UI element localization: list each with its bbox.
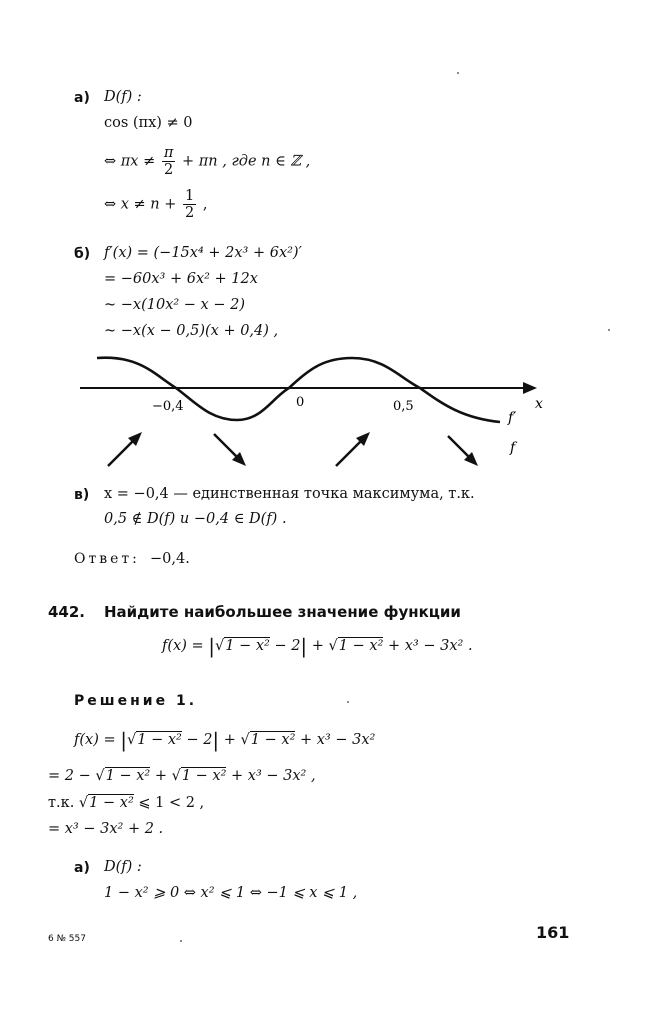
sqrt-radicand: 1 − x² [89,795,134,811]
frac-den: 2 [185,205,195,221]
function-label-f: f [510,440,516,456]
solution-line2: = 2 − √1 − x² + √1 − x² + x³ − 3x² , [48,768,316,784]
sqrt-radicand: 1 − x² [338,638,384,654]
curve-label-f-prime: f′ [508,410,517,426]
scan-speck [457,72,459,74]
part-b-line3: ~ −x(10x² − x − 2) [104,297,245,313]
scan-speck [347,701,349,703]
part-a-domain: D(f) : [104,89,142,105]
part-a-line2 [104,145,310,178]
line-mid: + [154,768,167,784]
part-c-label: в) [74,487,90,503]
solution-line3: т.к. √1 − x² ⩽ 1 < 2 , [48,795,205,811]
part-c-line1: x = −0,4 — единственная точка максимума, т.к. [104,486,475,502]
answer-label: Ответ: [74,551,140,567]
answer-value: −0,4. [150,551,190,567]
arrow-down-icon [448,436,478,466]
frac-num: π [163,145,174,161]
part-a-line3 [104,188,207,221]
frac-den: 2 [163,162,174,178]
line2-pre: ⇔ πx ≠ [104,153,156,170]
footer-note: 6 № 557 [48,934,86,944]
abs-bar: | [208,634,215,658]
formula-lhs: f(x) = [162,638,204,654]
scan-speck [180,940,182,942]
problem-formula: f(x) = |√1 − x² − 2| + √1 − x² + x³ − 3x² . [162,634,473,658]
scan-speck [608,329,610,331]
arrow-up-icon [108,432,142,466]
part-b-line4: ~ −x(x − 0,5)(x + 0,4) , [104,323,279,339]
solution-line4: = x³ − 3x² + 2 . [48,821,164,837]
plus-sign: + [223,732,236,748]
solution-title: Решение 1. [74,693,198,709]
sign-chart [0,340,660,480]
abs-tail: − 2 [186,732,213,748]
arrow-up-icon [336,432,370,466]
sign-chart-labels [152,395,543,456]
formula-lhs: f(x) = [74,732,116,748]
line-post: + x³ − 3x² , [231,768,316,784]
part-a-line1: cos (πx) ≠ 0 [104,115,193,131]
axis-label-x: x [535,396,543,412]
solution-part-a-line: 1 − x² ⩾ 0 ⇔ x² ⩽ 1 ⇔ −1 ⩽ x ⩽ 1 , [104,885,358,901]
plus-sign: + [311,638,324,654]
point-0-5: 0,5 [393,399,414,414]
sqrt-radicand: 1 − x² [137,732,182,748]
problem-statement: Найдите наибольшее значение функции [104,603,461,621]
sqrt-radicand: 1 − x² [250,732,296,748]
sqrt-radicand: 1 − x² [105,768,151,784]
line-post: ⩽ 1 < 2 , [138,795,205,811]
solution-formula: f(x) = |√1 − x² − 2| + √1 − x² + x³ − 3x² [74,728,376,752]
formula-tail: + x³ − 3x² . [388,638,473,654]
part-b-line2: = −60x³ + 6x² + 12x [104,271,258,287]
part-b-line1: f′(x) = (−15x⁴ + 2x³ + 6x²)′ [104,245,302,261]
formula-tail: + x³ − 3x² [300,732,376,748]
line3-pre: ⇔ x ≠ n + [104,196,177,213]
abs-bar: | [212,728,220,752]
part-b-label: б) [74,246,91,262]
point-minus-0-4: −0,4 [152,399,184,414]
frac-num: 1 [185,188,195,204]
arrow-down-icon [214,434,246,466]
sqrt-radicand: 1 − x² [225,638,270,654]
problem-number: 442. [48,603,86,621]
line2-post: + πn , где n ∈ ℤ , [181,153,311,170]
line-pre: т.к. [48,795,75,811]
part-a-label: а) [74,90,90,106]
abs-tail: − 2 [274,638,301,654]
sqrt-radicand: 1 − x² [181,768,227,784]
point-0: 0 [296,395,305,410]
axis-arrowhead-icon [523,382,537,394]
line-pre: = 2 − [48,768,91,784]
abs-bar: | [120,728,127,752]
line3-post: , [202,196,208,213]
abs-bar: | [300,634,308,658]
solution-part-a-label: а) [74,860,90,876]
part-c-line2: 0,5 ∉ D(f) и −0,4 ∈ D(f) . [104,511,287,527]
page-number: 161 [536,923,570,942]
fraction-1-over-2 [183,188,196,221]
fraction-pi-over-2 [162,145,176,178]
solution-part-a-domain: D(f) : [104,859,142,875]
